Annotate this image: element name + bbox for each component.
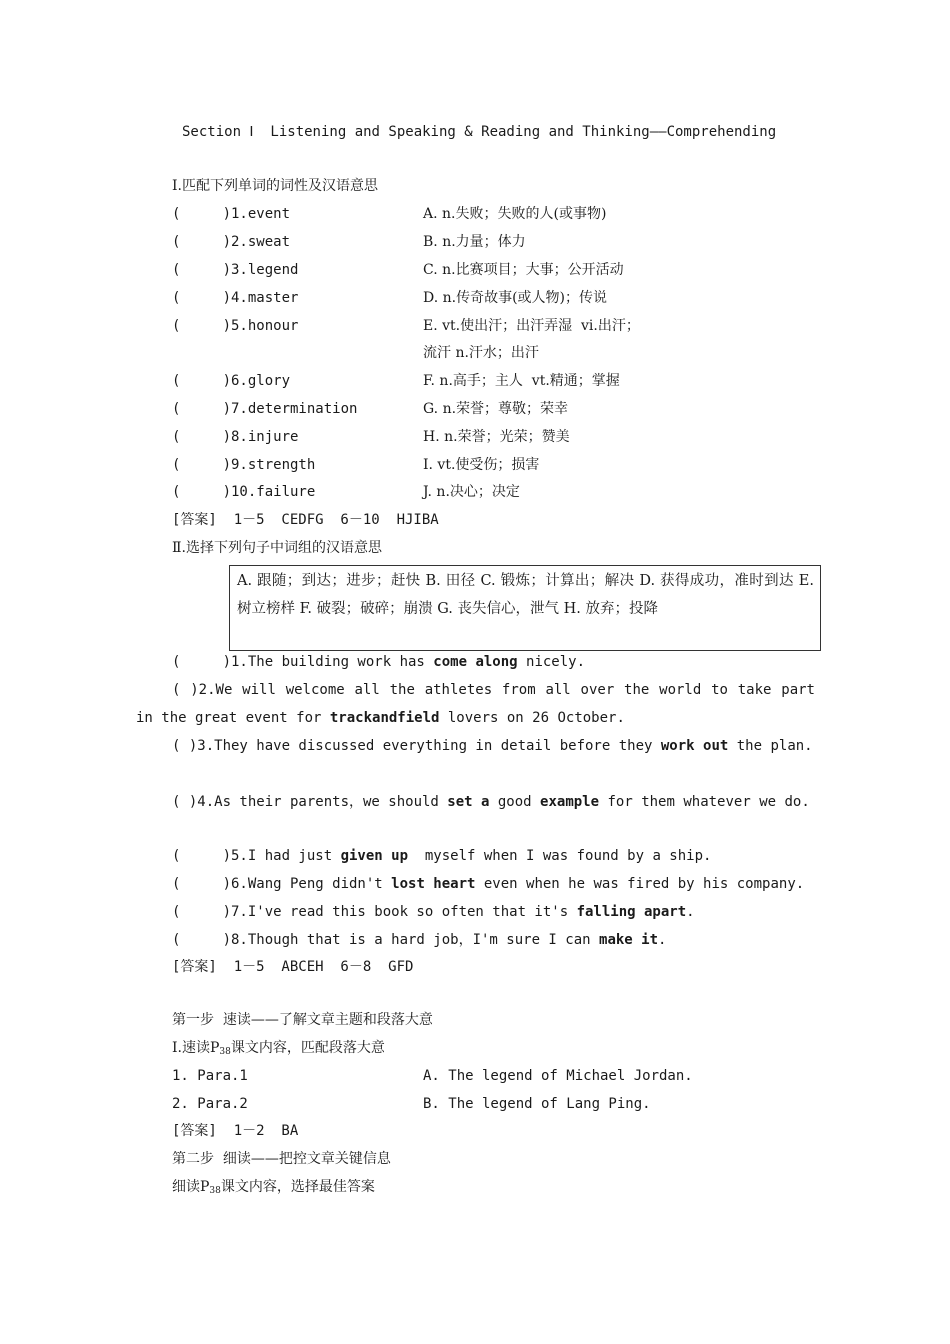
word-item: ( )4.master (172, 290, 299, 306)
step2-heading: 第二步 细读——把控文章关键信息 (172, 1151, 391, 1167)
page-number: 38 (219, 1047, 231, 1057)
phrase-highlight: given up (340, 848, 409, 864)
sentence-text: for them whatever we do. (599, 794, 810, 810)
meaning-item: C. n.比赛项目；大事；公开活动 (423, 262, 624, 278)
meaning-item: D. n.传奇故事(或人物)；传说 (423, 290, 608, 306)
word-item: ( )7.determination (172, 401, 358, 417)
word-item: ( )8.injure (172, 429, 299, 445)
word-item: ( )3.legend (172, 262, 299, 278)
meaning-item: F. n.高手；主人 vt.精通；掌握 (423, 373, 620, 389)
sentence-text: . (686, 904, 695, 920)
sentence-text: ( )5.I had just (172, 848, 341, 864)
phrase-options-box: A. 跟随；到达；进步；赶快 B. 田径 C. 锻炼；计算出；解决 D. 获得成功，准时到达 E. 树立榜样 F. 破裂；破碎；崩溃 G. 丧失信心，泄气 H. 放弃；投降 (229, 565, 821, 651)
sentence-text: nicely. (517, 654, 586, 670)
sentence-text: myself when I was found by a ship. (408, 848, 712, 864)
sentence-text: . (658, 932, 667, 948)
meaning-item: I. vt.使受伤；损害 (423, 457, 540, 473)
section-title: Section Ⅰ Listening and Speaking & Reading and Thinking——Comprehending (182, 124, 777, 140)
page-number: 38 (209, 1186, 221, 1196)
step1-heading: 第一步 速读——了解文章主题和段落大意 (172, 1012, 433, 1028)
part1-answer: [答案] 1－5 CEDFG 6－10 HJIBA (172, 512, 439, 528)
meaning-item: G. n.荣誉；尊敬；荣幸 (423, 401, 569, 417)
phrase-highlight: lost heart (391, 876, 476, 892)
sentence-3 (136, 732, 815, 760)
word-item: ( )9.strength (172, 457, 316, 473)
sentence-text: ( )8.Though that is a hard job，I'm sure I can (172, 932, 600, 948)
phrase-highlight: trackandfield (329, 710, 440, 726)
meaning-item: J. n.决心；决定 (423, 484, 520, 500)
meaning-item: E. vt.使出汗；出汗弄湿 vi.出汗； (423, 318, 640, 334)
sentence-text: ( )7.I've read this book so often that it's (172, 904, 577, 920)
para-meaning: B. The legend of Lang Ping. (423, 1096, 651, 1112)
word-item: ( )2.sweat (172, 234, 291, 250)
step2-subheading (172, 1178, 375, 1200)
step1-subheading (172, 1039, 385, 1061)
subheading-text: 课文内容，匹配段落大意 (230, 1040, 385, 1056)
sentence-text: ( )3.They have discussed everything in detail before they (172, 738, 661, 754)
subheading-text: Ⅰ.速读P (172, 1040, 220, 1056)
meaning-item-continued: 流汗 n.汗水；出汗 (423, 345, 539, 361)
word-item: ( )1.event (172, 206, 291, 222)
phrase-highlight: falling apart (576, 904, 687, 920)
part2-answer: [答案] 1－5 ABCEH 6－8 GFD (172, 959, 414, 975)
para-item: 1. Para.1 (172, 1068, 248, 1084)
phrase-highlight: example (540, 794, 600, 810)
meaning-item: H. n.荣誉；光荣；赞美 (423, 429, 570, 445)
sentence-text: ( )6.Wang Peng didn't (172, 876, 392, 892)
sentence-6 (172, 875, 804, 893)
subheading-text: 课文内容，选择最佳答案 (220, 1179, 375, 1195)
word-item: ( )5.honour (172, 318, 299, 334)
para-item: 2. Para.2 (172, 1096, 248, 1112)
part2-heading: Ⅱ.选择下列句子中词组的汉语意思 (172, 540, 382, 556)
sentence-8 (172, 931, 666, 949)
sentence-text: lovers on 26 October. (439, 710, 625, 726)
sentence-2 (136, 676, 815, 732)
sentence-text: the plan. (728, 738, 813, 754)
phrase-highlight: come along (433, 654, 518, 670)
sentence-1 (172, 653, 585, 671)
sentence-4 (136, 788, 815, 816)
phrase-highlight: work out (660, 738, 729, 754)
subheading-text: 细读P (172, 1179, 210, 1195)
word-item: ( )6.glory (172, 373, 291, 389)
sentence-7 (172, 903, 695, 921)
sentence-5 (172, 847, 711, 865)
sentence-text: even when he was fired by his company. (475, 876, 805, 892)
sentence-text: ( )4.As their parents，we should (172, 794, 448, 810)
phrase-highlight: set a (447, 794, 490, 810)
sentence-text: ( )1.The building work has (172, 654, 434, 670)
phrase-highlight: make it (599, 932, 659, 948)
sentence-text: good (489, 794, 541, 810)
meaning-item: B. n.力量；体力 (423, 234, 526, 250)
step1-answer: [答案] 1－2 BA (172, 1123, 299, 1139)
word-item: ( )10.failure (172, 484, 316, 500)
part1-heading: Ⅰ.匹配下列单词的词性及汉语意思 (172, 178, 378, 194)
para-meaning: A. The legend of Michael Jordan. (423, 1068, 693, 1084)
sentence-text: ( )2.We will welcome all the athletes from all over the world to take part in the great event for (136, 682, 815, 726)
meaning-item: A. n.失败；失败的人(或事物) (423, 206, 607, 222)
